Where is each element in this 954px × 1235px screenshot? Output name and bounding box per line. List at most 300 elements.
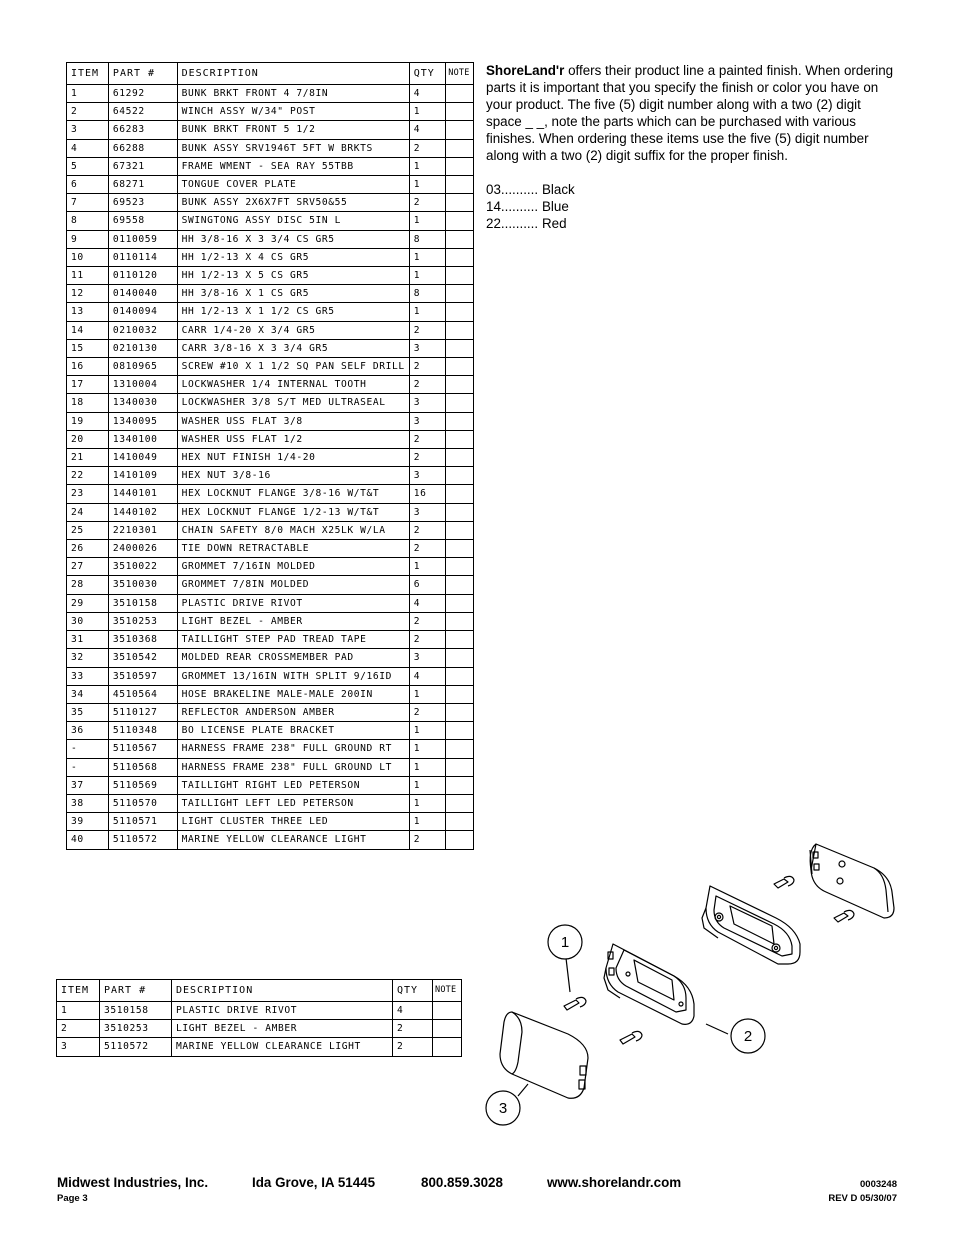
- finish-code: 03..........: [486, 182, 539, 197]
- cell-part-number: 0110120: [108, 267, 177, 285]
- table-row: [57, 1002, 462, 1020]
- table-row: [67, 412, 474, 430]
- cell-description: HEX LOCKNUT FLANGE 1/2-13 W/T&T: [177, 503, 409, 521]
- cell-item: 33: [67, 667, 109, 685]
- cell-note: [446, 813, 474, 831]
- header-item: ITEM: [67, 63, 109, 85]
- cell-item: 7: [67, 194, 109, 212]
- cell-qty: 2: [409, 612, 446, 630]
- light-assembly-parts-body: [57, 1002, 462, 1057]
- cell-part-number: 66288: [108, 139, 177, 157]
- table-row: [67, 703, 474, 721]
- cell-part-number: 1410049: [108, 449, 177, 467]
- cell-qty: 2: [409, 430, 446, 448]
- cell-item: 23: [67, 485, 109, 503]
- cell-qty: 3: [409, 339, 446, 357]
- cell-qty: 2: [409, 540, 446, 558]
- cell-part-number: 2210301: [108, 521, 177, 539]
- cell-item: 38: [67, 794, 109, 812]
- cell-item: 25: [67, 521, 109, 539]
- cell-qty: 2: [409, 358, 446, 376]
- cell-part-number: 0140040: [108, 285, 177, 303]
- table-header-row: [57, 980, 462, 1002]
- cell-description: WINCH ASSY W/34" POST: [177, 103, 409, 121]
- table-row: [67, 449, 474, 467]
- cell-description: BUNK ASSY 2X6X7FT SRV50&55: [177, 194, 409, 212]
- cell-description: LIGHT CLUSTER THREE LED: [177, 813, 409, 831]
- cell-item: 10: [67, 248, 109, 266]
- cell-part-number: 0210032: [108, 321, 177, 339]
- cell-note: [446, 176, 474, 194]
- cell-qty: 2: [409, 194, 446, 212]
- cell-note: [433, 1002, 462, 1020]
- cell-description: LOCKWASHER 3/8 S/T MED ULTRASEAL: [177, 394, 409, 412]
- cell-description: HH 1/2-13 X 4 CS GR5: [177, 248, 409, 266]
- table-row: [67, 85, 474, 103]
- table-row: [67, 776, 474, 794]
- brand-name: ShoreLand'r: [486, 63, 565, 78]
- table-row: [67, 467, 474, 485]
- cell-qty: 2: [409, 521, 446, 539]
- cell-part-number: 3510368: [108, 631, 177, 649]
- cell-description: HEX NUT 3/8-16: [177, 467, 409, 485]
- cell-part-number: 5110571: [108, 813, 177, 831]
- table-row: [67, 503, 474, 521]
- table-row: [67, 321, 474, 339]
- clearance-light-exploded-diagram: [478, 826, 908, 1126]
- cell-note: [446, 685, 474, 703]
- cell-description: LIGHT BEZEL - AMBER: [172, 1020, 393, 1038]
- cell-description: BUNK BRKT FRONT 5 1/2: [177, 121, 409, 139]
- finish-code-row: [486, 215, 900, 232]
- cell-item: 36: [67, 722, 109, 740]
- cell-item: -: [67, 758, 109, 776]
- callout-label-2: 2: [743, 1028, 753, 1045]
- table-row: [67, 521, 474, 539]
- cell-qty: 4: [409, 594, 446, 612]
- cell-description: HOSE BRAKELINE MALE-MALE 200IN: [177, 685, 409, 703]
- cell-note: [446, 794, 474, 812]
- cell-description: LIGHT BEZEL - AMBER: [177, 612, 409, 630]
- cell-part-number: 5110569: [108, 776, 177, 794]
- cell-note: [446, 576, 474, 594]
- cell-description: SCREW #10 X 1 1/2 SQ PAN SELF DRILL: [177, 358, 409, 376]
- table-row: [67, 813, 474, 831]
- cell-description: HH 1/2-13 X 5 CS GR5: [177, 267, 409, 285]
- cell-note: [446, 631, 474, 649]
- cell-qty: 8: [409, 285, 446, 303]
- finish-code: 22..........: [486, 216, 539, 231]
- cell-part-number: 0110059: [108, 230, 177, 248]
- table-row: [67, 394, 474, 412]
- table-row: [57, 1020, 462, 1038]
- cell-note: [446, 339, 474, 357]
- cell-note: [446, 521, 474, 539]
- table-row: [67, 157, 474, 175]
- light-base-drawing: [702, 886, 800, 964]
- cell-qty: 1: [409, 303, 446, 321]
- cell-qty: 1: [409, 758, 446, 776]
- cell-note: [446, 831, 474, 849]
- cell-note: [446, 740, 474, 758]
- cell-description: CARR 3/8-16 X 3 3/4 GR5: [177, 339, 409, 357]
- cell-part-number: 3510022: [108, 558, 177, 576]
- finish-code: 14..........: [486, 199, 539, 214]
- cell-note: [446, 667, 474, 685]
- parts-list-table: [66, 62, 474, 850]
- footer-website[interactable]: www.shorelandr.com: [547, 1175, 682, 1190]
- table-row: [67, 139, 474, 157]
- cell-qty: 1: [409, 212, 446, 230]
- header-part-number: PART #: [100, 980, 172, 1002]
- table-row: [67, 831, 474, 849]
- cell-part-number: 69523: [108, 194, 177, 212]
- cell-part-number: 1340095: [108, 412, 177, 430]
- cell-part-number: 1310004: [108, 376, 177, 394]
- cell-part-number: 3510030: [108, 576, 177, 594]
- cell-item: 6: [67, 176, 109, 194]
- cell-part-number: 1410109: [108, 467, 177, 485]
- cell-description: GROMMET 13/16IN WITH SPLIT 9/16ID: [177, 667, 409, 685]
- cell-item: 13: [67, 303, 109, 321]
- table-row: [67, 376, 474, 394]
- cell-item: 2: [57, 1020, 100, 1038]
- cell-part-number: 5110567: [108, 740, 177, 758]
- finish-code-row: [486, 181, 900, 198]
- cell-item: 1: [67, 85, 109, 103]
- cell-item: 17: [67, 376, 109, 394]
- cell-item: 34: [67, 685, 109, 703]
- cell-part-number: 1440101: [108, 485, 177, 503]
- cell-qty: 2: [409, 831, 446, 849]
- callout-leader-1: [566, 958, 570, 992]
- table-row: [67, 649, 474, 667]
- header-qty: QTY: [393, 980, 433, 1002]
- cell-part-number: 67321: [108, 157, 177, 175]
- table-row: [67, 612, 474, 630]
- header-note: NOTE: [433, 980, 462, 1002]
- cell-part-number: 0810965: [108, 358, 177, 376]
- finish-color: Red: [542, 216, 567, 231]
- header-description: DESCRIPTION: [172, 980, 393, 1002]
- cell-item: 4: [67, 139, 109, 157]
- finish-note-text: offers their product line a painted finish. When ordering parts it is important that you specify the finish or color you have on your product. The five (5) digit number along with a two (2) digit space _ _, note the parts which can be purchased with various finishes. When ordering these items use the five (5) digit number along with a two (2) digit suffix for the proper finish.: [486, 63, 894, 163]
- cell-description: PLASTIC DRIVE RIVOT: [177, 594, 409, 612]
- cell-qty: 3: [409, 467, 446, 485]
- cell-part-number: 3510542: [108, 649, 177, 667]
- cell-part-number: 1340030: [108, 394, 177, 412]
- cell-item: 19: [67, 412, 109, 430]
- cell-note: [433, 1020, 462, 1038]
- table-row: [67, 558, 474, 576]
- light-bezel-drawing: [604, 944, 694, 1024]
- cell-description: GROMMET 7/8IN MOLDED: [177, 576, 409, 594]
- footer-page-number: Page 3: [57, 1193, 88, 1204]
- cell-note: [446, 212, 474, 230]
- cell-part-number: 5110348: [108, 722, 177, 740]
- cell-note: [446, 594, 474, 612]
- cell-item: 15: [67, 339, 109, 357]
- cell-part-number: 1340100: [108, 430, 177, 448]
- cell-qty: 4: [409, 85, 446, 103]
- cell-note: [446, 194, 474, 212]
- header-part-number: PART #: [108, 63, 177, 85]
- cell-item: 39: [67, 813, 109, 831]
- cell-note: [446, 267, 474, 285]
- cell-description: CARR 1/4-20 X 3/4 GR5: [177, 321, 409, 339]
- cell-description: FRAME WMENT - SEA RAY 55TBB: [177, 157, 409, 175]
- table-header-row: [67, 63, 474, 85]
- cell-item: 35: [67, 703, 109, 721]
- cell-item: 21: [67, 449, 109, 467]
- cell-part-number: 0210130: [108, 339, 177, 357]
- cell-note: [446, 139, 474, 157]
- cell-qty: 3: [409, 394, 446, 412]
- cell-note: [433, 1038, 462, 1056]
- cell-qty: 1: [409, 176, 446, 194]
- table-row: [67, 794, 474, 812]
- cell-item: 3: [67, 121, 109, 139]
- cell-part-number: 0140094: [108, 303, 177, 321]
- cell-qty: 2: [409, 703, 446, 721]
- cell-qty: 1: [409, 267, 446, 285]
- cell-qty: 2: [409, 321, 446, 339]
- cell-qty: 2: [409, 631, 446, 649]
- cell-item: 3: [57, 1038, 100, 1056]
- cell-item: 5: [67, 157, 109, 175]
- cell-description: BUNK ASSY SRV1946T 5FT W BRKTS: [177, 139, 409, 157]
- footer-doc-number: 0003248: [860, 1179, 897, 1190]
- cell-note: [446, 467, 474, 485]
- header-item: ITEM: [57, 980, 100, 1002]
- cell-note: [446, 540, 474, 558]
- finish-code-row: [486, 198, 900, 215]
- cell-description: CHAIN SAFETY 8/0 MACH X25LK W/LA: [177, 521, 409, 539]
- table-row: [67, 758, 474, 776]
- cell-qty: 1: [409, 740, 446, 758]
- header-description: DESCRIPTION: [177, 63, 409, 85]
- cell-part-number: 3510597: [108, 667, 177, 685]
- table-row: [67, 576, 474, 594]
- cell-part-number: 1440102: [108, 503, 177, 521]
- cell-part-number: 64522: [108, 103, 177, 121]
- callout-leader-3: [518, 1084, 528, 1096]
- cell-part-number: 3510158: [108, 594, 177, 612]
- cell-qty: 1: [409, 248, 446, 266]
- cell-note: [446, 703, 474, 721]
- footer-phone: 800.859.3028: [421, 1175, 503, 1190]
- cell-part-number: 0110114: [108, 248, 177, 266]
- cell-description: TAILLIGHT STEP PAD TREAD TAPE: [177, 631, 409, 649]
- cell-item: 31: [67, 631, 109, 649]
- footer-city: Ida Grove, IA 51445: [252, 1175, 376, 1190]
- cell-part-number: 68271: [108, 176, 177, 194]
- cell-note: [446, 412, 474, 430]
- table-row: [57, 1038, 462, 1056]
- table-row: [67, 303, 474, 321]
- cell-item: 9: [67, 230, 109, 248]
- cell-item: 20: [67, 430, 109, 448]
- cell-qty: 2: [393, 1038, 433, 1056]
- cell-description: TIE DOWN RETRACTABLE: [177, 540, 409, 558]
- cell-item: 8: [67, 212, 109, 230]
- cell-qty: 8: [409, 230, 446, 248]
- cell-part-number: 3510253: [108, 612, 177, 630]
- cell-item: 24: [67, 503, 109, 521]
- cell-part-number: 4510564: [108, 685, 177, 703]
- table-row: [67, 230, 474, 248]
- cell-item: 2: [67, 103, 109, 121]
- cell-note: [446, 248, 474, 266]
- table-row: [67, 267, 474, 285]
- cell-item: 30: [67, 612, 109, 630]
- table-row: [67, 685, 474, 703]
- table-row: [67, 631, 474, 649]
- table-row: [67, 485, 474, 503]
- cell-item: 14: [67, 321, 109, 339]
- cell-description: HARNESS FRAME 238" FULL GROUND RT: [177, 740, 409, 758]
- cell-qty: 3: [409, 503, 446, 521]
- cell-qty: 1: [409, 558, 446, 576]
- cell-note: [446, 303, 474, 321]
- cell-description: WASHER USS FLAT 1/2: [177, 430, 409, 448]
- cell-note: [446, 776, 474, 794]
- cell-note: [446, 649, 474, 667]
- cell-note: [446, 722, 474, 740]
- cell-part-number: 3510158: [100, 1002, 172, 1020]
- cell-description: TAILLIGHT RIGHT LED PETERSON: [177, 776, 409, 794]
- cell-item: 22: [67, 467, 109, 485]
- cell-item: 32: [67, 649, 109, 667]
- cell-description: HH 3/8-16 X 1 CS GR5: [177, 285, 409, 303]
- cell-item: 28: [67, 576, 109, 594]
- cell-description: BUNK BRKT FRONT 4 7/8IN: [177, 85, 409, 103]
- cell-item: 26: [67, 540, 109, 558]
- callout-leader-2: [706, 1024, 728, 1034]
- cell-note: [446, 449, 474, 467]
- cell-qty: 4: [409, 667, 446, 685]
- cell-qty: 6: [409, 576, 446, 594]
- cell-qty: 2: [393, 1020, 433, 1038]
- cell-description: PLASTIC DRIVE RIVOT: [172, 1002, 393, 1020]
- header-note: NOTE: [446, 63, 474, 85]
- light-assembly-parts-table: [56, 979, 462, 1057]
- callout-label-3: 3: [498, 1100, 508, 1117]
- cell-qty: 3: [409, 412, 446, 430]
- cell-part-number: 2400026: [108, 540, 177, 558]
- cell-description: TAILLIGHT LEFT LED PETERSON: [177, 794, 409, 812]
- cell-note: [446, 321, 474, 339]
- finish-code-list: [486, 181, 900, 232]
- cell-part-number: 5110572: [108, 831, 177, 849]
- table-row: [67, 722, 474, 740]
- cell-item: -: [67, 740, 109, 758]
- cell-item: 11: [67, 267, 109, 285]
- table-row: [67, 194, 474, 212]
- finish-color: Black: [542, 182, 575, 197]
- cell-description: BO LICENSE PLATE BRACKET: [177, 722, 409, 740]
- cell-qty: 1: [409, 813, 446, 831]
- drive-rivet-drawing: [564, 997, 642, 1044]
- table-row: [67, 212, 474, 230]
- table-row: [67, 176, 474, 194]
- cell-qty: 1: [409, 776, 446, 794]
- cell-note: [446, 758, 474, 776]
- cell-qty: 4: [393, 1002, 433, 1020]
- table-row: [67, 430, 474, 448]
- cell-item: 29: [67, 594, 109, 612]
- cell-qty: 2: [409, 449, 446, 467]
- cell-part-number: 5110568: [108, 758, 177, 776]
- table-row: [67, 667, 474, 685]
- cell-qty: 1: [409, 103, 446, 121]
- table-row: [67, 248, 474, 266]
- cell-part-number: 5110572: [100, 1038, 172, 1056]
- cell-qty: 2: [409, 139, 446, 157]
- cell-item: 1: [57, 1002, 100, 1020]
- cell-note: [446, 230, 474, 248]
- table-row: [67, 540, 474, 558]
- cell-description: SWINGTONG ASSY DISC 5IN L: [177, 212, 409, 230]
- cell-qty: 1: [409, 157, 446, 175]
- cell-description: LOCKWASHER 1/4 INTERNAL TOOTH: [177, 376, 409, 394]
- cell-part-number: 5110570: [108, 794, 177, 812]
- table-row: [67, 740, 474, 758]
- cell-description: GROMMET 7/16IN MOLDED: [177, 558, 409, 576]
- cell-description: HARNESS FRAME 238" FULL GROUND LT: [177, 758, 409, 776]
- cell-description: HH 1/2-13 X 1 1/2 CS GR5: [177, 303, 409, 321]
- cell-item: 40: [67, 831, 109, 849]
- cell-note: [446, 103, 474, 121]
- cell-note: [446, 503, 474, 521]
- cell-item: 18: [67, 394, 109, 412]
- cell-description: WASHER USS FLAT 3/8: [177, 412, 409, 430]
- cell-item: 27: [67, 558, 109, 576]
- cell-part-number: 5110127: [108, 703, 177, 721]
- cell-item: 12: [67, 285, 109, 303]
- clearance-light-lens-drawing: [500, 1012, 588, 1098]
- finish-note: [486, 62, 900, 232]
- table-row: [67, 358, 474, 376]
- cell-description: HH 3/8-16 X 3 3/4 CS GR5: [177, 230, 409, 248]
- table-row: [67, 594, 474, 612]
- cell-note: [446, 376, 474, 394]
- cell-note: [446, 430, 474, 448]
- cell-qty: 4: [409, 121, 446, 139]
- cell-description: MARINE YELLOW CLEARANCE LIGHT: [172, 1038, 393, 1056]
- cell-description: TONGUE COVER PLATE: [177, 176, 409, 194]
- cell-note: [446, 121, 474, 139]
- cell-description: MARINE YELLOW CLEARANCE LIGHT: [177, 831, 409, 849]
- cell-note: [446, 285, 474, 303]
- cell-qty: 3: [409, 649, 446, 667]
- cell-note: [446, 612, 474, 630]
- light-housing-drawing: [810, 844, 894, 918]
- cell-qty: 1: [409, 722, 446, 740]
- cell-description: HEX NUT FINISH 1/4-20: [177, 449, 409, 467]
- cell-qty: 1: [409, 794, 446, 812]
- cell-qty: 1: [409, 685, 446, 703]
- cell-part-number: 66283: [108, 121, 177, 139]
- footer-revision: REV D 05/30/07: [828, 1193, 897, 1204]
- cell-part-number: 61292: [108, 85, 177, 103]
- finish-color: Blue: [542, 199, 569, 214]
- cell-note: [446, 394, 474, 412]
- cell-qty: 2: [409, 376, 446, 394]
- table-row: [67, 339, 474, 357]
- table-row: [67, 121, 474, 139]
- parts-list-body: [67, 85, 474, 850]
